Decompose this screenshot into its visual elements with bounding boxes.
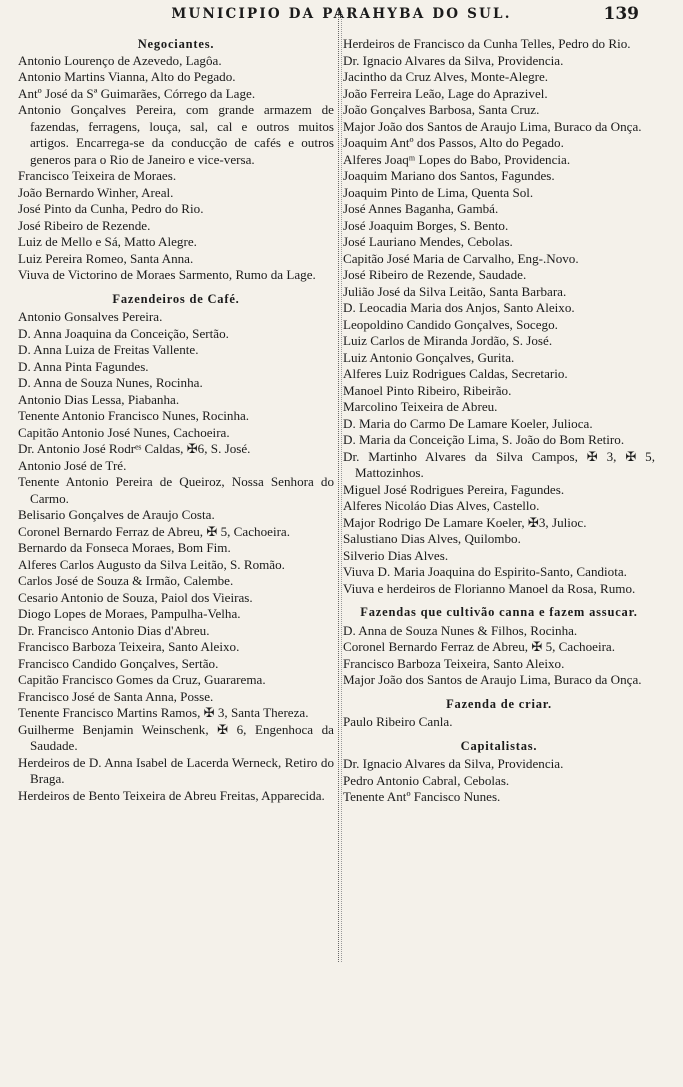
directory-entry: Leopoldino Candido Gonçalves, Socego.	[343, 316, 558, 332]
directory-entry: José Joaquim Borges, S. Bento.	[343, 217, 509, 233]
directory-entry: José Annes Baganha, Gambá.	[343, 201, 499, 216]
directory-entry: Marcolino Teixeira de Abreu.	[343, 399, 498, 414]
directory-entry: Pedro Antonio Cabral, Cebolas.	[343, 772, 510, 788]
directory-entry: Antonio Martins Vianna, Alto do Pegado.	[18, 69, 236, 84]
directory-entry: José Ribeiro de Rezende.	[18, 217, 151, 233]
directory-entry: Viuva D. Maria Joaquina do Espirito-Santo, Candiota.	[343, 564, 627, 579]
directory-entry: Alferes Luiz Rodrigues Caldas, Secretario.	[343, 366, 568, 381]
directory-entry: Antonio Dias Lessa, Piabanha.	[18, 391, 180, 407]
directory-entry: Coronel Bernardo Ferraz de Abreu, ✠ 5, Cachoeira.	[343, 639, 616, 654]
directory-entry: Joaquim Mariano dos Santos, Fagundes.	[343, 168, 555, 183]
directory-entry: Viuva e herdeiros de Florianno Manoel da Rosa, Rumo.	[343, 580, 636, 596]
directory-entry: Tenente Francisco Martins Ramos, ✠ 3, Santa Thereza.	[18, 705, 309, 720]
directory-entry: Herdeiros de Bento Teixeira de Abreu Freitas, Apparecida.	[18, 787, 325, 803]
directory-entry: D. Maria da Conceição Lima, S. João do Bom Retiro.	[343, 432, 625, 447]
directory-entry: Antº José da Sª Guimarães, Córrego da Lage.	[18, 85, 256, 101]
directory-entry: Francisco Teixeira de Moraes.	[18, 168, 177, 183]
directory-entry: D. Anna de Souza Nunes, Rocinha.	[18, 375, 203, 390]
directory-entry: D. Anna Pinta Fagundes.	[18, 358, 149, 374]
directory-entry: Guilherme Benjamin Weinschenk, ✠ 6, Engenhoca da Saudade.	[18, 721, 334, 753]
directory-entry: Tenente Antº Fancisco Nunes.	[343, 789, 501, 804]
directory-entry: José Pinto da Cunha, Pedro do Rio.	[18, 201, 204, 216]
directory-entry: Major João dos Santos de Araujo Lima, Buraco da Onça.	[343, 672, 642, 687]
directory-entry: Francisco Candido Gonçalves, Sertão.	[18, 655, 219, 671]
directory-entry: José Lauriano Mendes, Cebolas.	[343, 234, 513, 249]
directory-entry: Capitão Antonio José Nunes, Cachoeira.	[18, 424, 230, 440]
directory-entry: Joaquim Pinto de Lima, Quenta Sol.	[343, 184, 534, 200]
directory-entry: Luiz Carlos de Miranda Jordão, S. José.	[343, 333, 553, 348]
directory-entry: Antonio Gonsalves Pereira.	[18, 309, 163, 324]
section-heading: Fazenda de criar.	[446, 696, 552, 711]
directory-entry: João Ferreira Leão, Lage do Aprazivel.	[343, 85, 548, 101]
directory-entry: Tenente Antonio Francisco Nunes, Rocinha.	[18, 408, 250, 423]
column-divider	[341, 12, 342, 962]
directory-entry: Julião José da Silva Leitão, Santa Barbara.	[343, 283, 567, 299]
directory-entry: Viuva de Victorino de Moraes Sarmento, Rumo da Lage.	[18, 267, 316, 282]
directory-entry: Luiz de Mello e Sá, Matto Alegre.	[18, 234, 197, 249]
directory-entry: Antonio Lourenço de Azevedo, Lagôa.	[18, 52, 222, 68]
directory-entry: Dr. Francisco Antonio Dias d'Abreu.	[18, 622, 210, 638]
directory-entry: Herdeiros de Francisco da Cunha Telles, Pedro do Rio.	[343, 36, 631, 51]
directory-entry: D. Anna de Souza Nunes & Filhos, Rocinha.	[343, 622, 578, 638]
directory-entry: Alferes Nicoláo Dias Alves, Castello.	[343, 498, 540, 513]
directory-entry: Dr. Ignacio Alvares da Silva, Providencia.	[343, 52, 564, 68]
directory-entry: Dr. Antonio José Rodrᵉˢ Caldas, ✠6, S. José.	[18, 441, 251, 456]
section-heading: Negociantes.	[137, 37, 215, 51]
directory-entry: Jacintho da Cruz Alves, Monte-Alegre.	[343, 69, 549, 84]
directory-entry: Bernardo da Fonseca Moraes, Bom Fim.	[18, 540, 231, 555]
directory-entry: Salustiano Dias Alves, Quilombo.	[343, 531, 521, 546]
directory-entry: Manoel Pinto Ribeiro, Ribeirão.	[343, 382, 512, 398]
directory-entry: Miguel José Rodrigues Pereira, Fagundes.	[343, 481, 565, 497]
directory-entry: Capitão José Maria de Carvalho, Eng-.Novo.	[343, 250, 579, 266]
running-title: MUNICIPIO DA PARAHYBA DO SUL.	[171, 6, 512, 22]
page-number: 139	[603, 4, 639, 24]
directory-entry: Silverio Dias Alves.	[343, 547, 449, 563]
directory-entry: Dr. Martinho Alvares da Silva Campos, ✠ 3, ✠ 5, Mattozinhos.	[343, 448, 655, 480]
directory-entry: Francisco Barboza Teixeira, Santo Aleixo.	[343, 655, 565, 671]
right-column	[343, 36, 655, 806]
directory-entry: Major João dos Santos de Araujo Lima, Buraco da Onça.	[343, 118, 642, 134]
directory-entry: Diogo Lopes de Moraes, Pampulha-Velha.	[18, 606, 241, 621]
directory-entry: D. Leocadia Maria dos Anjos, Santo Aleixo.	[343, 300, 575, 315]
directory-entry: Capitão Francisco Gomes da Cruz, Guararema.	[18, 672, 266, 687]
directory-entry: D. Maria do Carmo De Lamare Koeler, Julioca.	[343, 415, 593, 431]
directory-entry: Herdeiros de D. Anna Isabel de Lacerda Werneck, Retiro do Braga.	[18, 754, 334, 786]
directory-entry: Alferes Joaqᵐ Lopes do Babo, Providencia.	[343, 151, 571, 167]
directory-entry: D. Anna Joaquina da Conceição, Sertão.	[18, 325, 229, 341]
directory-entry: Luiz Antonio Gonçalves, Gurita.	[343, 349, 515, 365]
directory-entry: Cesario Antonio de Souza, Paiol dos Vieiras.	[18, 589, 253, 605]
directory-entry: Antonio José de Tré.	[18, 457, 127, 473]
left-column	[18, 36, 334, 804]
section-heading: Fazendas que cultivão canna e fazem assucar.	[360, 605, 638, 619]
directory-entry: Francisco José de Santa Anna, Posse.	[18, 688, 214, 704]
directory-entry: Dr. Ignacio Alvares da Silva, Providencia.	[343, 756, 564, 771]
directory-entry: Belisario Gonçalves de Araujo Costa.	[18, 507, 215, 522]
directory-entry: Joaquim Antº dos Passos, Alto do Pegado.	[343, 135, 564, 150]
directory-entry: Major Rodrigo De Lamare Koeler, ✠3, Julioc.	[343, 514, 587, 530]
directory-entry: José Ribeiro de Rezende, Saudade.	[343, 267, 527, 282]
column-divider	[338, 12, 339, 962]
directory-entry: João Bernardo Winher, Areal.	[18, 184, 174, 200]
directory-entry: Francisco Barboza Teixeira, Santo Aleixo.	[18, 639, 240, 654]
directory-entry: Luiz Pereira Romeo, Santa Anna.	[18, 250, 194, 266]
directory-entry: Alferes Carlos Augusto da Silva Leitão, S. Romão.	[18, 556, 285, 572]
directory-entry: Coronel Bernardo Ferraz de Abreu, ✠ 5, Cachoeira.	[18, 523, 291, 539]
directory-entry: João Gonçalves Barbosa, Santa Cruz.	[343, 102, 540, 117]
section-heading: Fazendeiros de Café.	[112, 291, 240, 306]
directory-entry: Antonio Gonçalves Pereira, com grande armazem de fazendas, ferragens, louça, sal, cal e outros muitos artigos. Encarrega-se da conducção de cafés e outros generos para o Rio de Janeiro e vice-versa.	[18, 102, 334, 167]
section-heading: Capitalistas.	[460, 738, 538, 753]
directory-entry: Carlos José de Souza & Irmão, Calembe.	[18, 573, 234, 588]
directory-entry: Tenente Antonio Pereira de Queiroz, Nossa Senhora do Carmo.	[18, 474, 334, 506]
directory-entry: D. Anna Luiza de Freitas Vallente.	[18, 342, 199, 357]
directory-entry: Paulo Ribeiro Canla.	[343, 714, 453, 729]
